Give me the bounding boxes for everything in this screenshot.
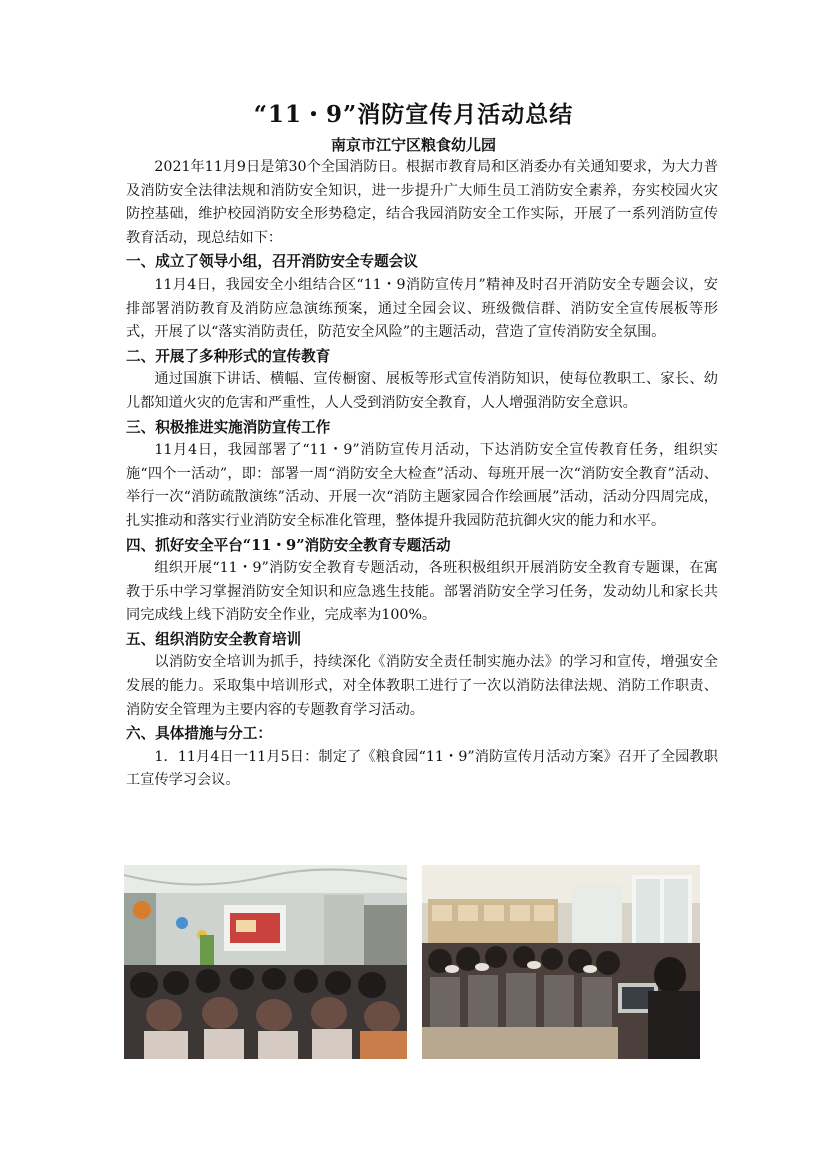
section-heading-2: 二、开展了多种形式的宣传教育 xyxy=(126,347,331,365)
section-heading-4: 四、抓好安全平台“11・9”消防安全教育专题活动 xyxy=(126,536,451,554)
meeting-photo-left xyxy=(124,865,407,1059)
section-text-4: 组织开展“11・9”消防安全教育专题活动，各班积极组织开展消防安全教育专题课，在寓教于乐中学习掌握消防安全知识和应急逃生技能。部署消防安全学习任务，发动幼儿和家长共同完成线上线下消防安全作业，完成率为100%。 xyxy=(126,560,718,624)
document-title: “11・9”消防宣传月活动总结 xyxy=(253,101,574,128)
photo-row xyxy=(124,865,700,1059)
section-text-2: 通过国旗下讲话、横幅、宣传橱窗、展板等形式宣传消防知识，使每位教职工、家长、幼儿都知道火灾的危害和严重性，人人受到消防安全教育，人人增强消防安全意识。 xyxy=(126,371,718,411)
section-heading-5: 五、组织消防安全教育培训 xyxy=(126,630,302,648)
section-text-1: 11月4日，我园安全小组结合区“11・9消防宣传月”精神及时召开消防安全专题会议，安排部署消防教育及消防应急演练预案，通过全园会议、班级微信群、消防安全宣传展板等形式，开展了以“落实消防责任，防范安全风险”的主题活动，营造了宣传消防安全氛围。 xyxy=(126,276,718,341)
document-subtitle: 南京市江宁区粮食幼儿园 xyxy=(330,136,496,154)
section-heading-6: 六、具体措施与分工： xyxy=(126,725,272,743)
intro-paragraph: 2021年11月9日是第30个全国消防日。根据市教育局和区消委办有关通知要求，为大力普及消防安全法律法规和消防安全知识，进一步提升广大师生员工消防安全素养，夯实校园火灾防控基础，维护校园消防安全形势稳定，结合我园消防安全工作实际，开展了一系列消防宣传教育活动，现总结如下： xyxy=(126,159,719,246)
section-heading-1: 一、成立了领导小组，召开消防安全专题会议 xyxy=(126,253,418,271)
meeting-photo-right xyxy=(422,865,700,1059)
document-body xyxy=(126,156,718,793)
section-text-3: 11月4日，我园部署了“11・9”消防宣传月活动，下达消防安全宣传教育任务，组织实施“四个一活动”，即：部署一周“消防安全大检查”活动、每班开展一次“消防安全教育”活动、举行一次“消防疏散演练”活动、开展一次“消防主题家园合作绘画展”活动，活动分四周完成，扎实推动和落实行业消防安全标准化管理，整体提升我园防范抗御火灾的能力和水平。 xyxy=(126,442,718,529)
section-text-5: 以消防安全培训为抓手，持续深化《消防安全责任制实施办法》的学习和宣传，增强安全发展的能力。采取集中培训形式，对全体教职工进行了一次以消防法律法规、消防工作职责、消防安全管理为主要内容的专题教育学习活动。 xyxy=(126,654,718,718)
section-text-6: 1．11月4日一11月5日：制定了《粮食园“11・9”消防宣传月活动方案》召开了全园教职工宣传学习会议。 xyxy=(126,748,718,789)
section-heading-3: 三、积极推进实施消防宣传工作 xyxy=(126,418,331,436)
